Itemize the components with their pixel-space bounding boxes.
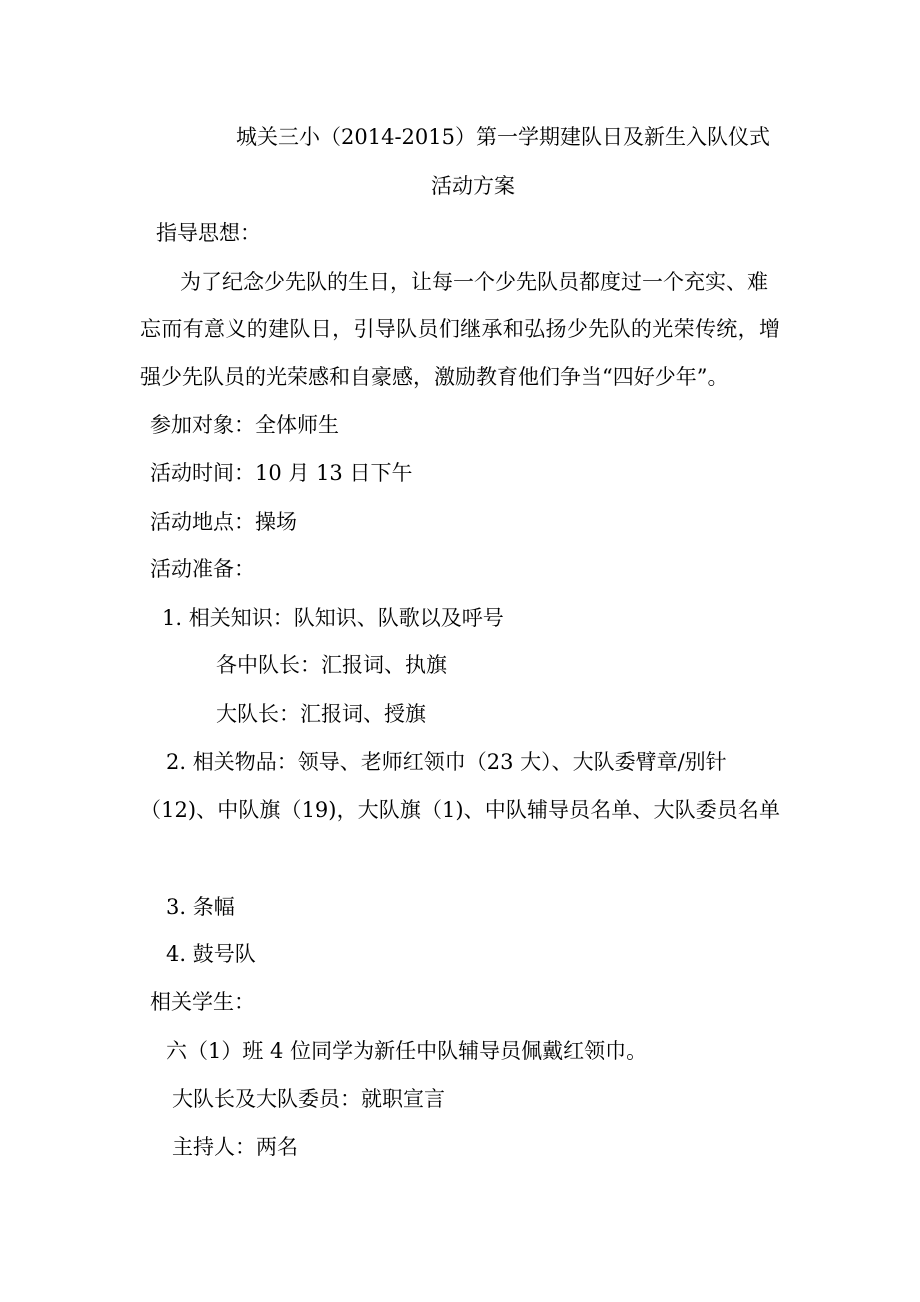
guiding-paragraph-line3: 强少先队员的光荣感和自豪感，激励教育他们争当“四好少年”。 xyxy=(140,365,729,389)
participants-line: 参加对象：全体师生 xyxy=(150,413,339,437)
preparation-item-4: 4. 鼓号队 xyxy=(166,942,256,966)
preparation-item-3: 3. 条幅 xyxy=(166,895,235,919)
preparation-item-1-sub2: 大队长：汇报词、授旗 xyxy=(216,702,426,726)
preparation-item-1-sub1: 各中队长：汇报词、执旗 xyxy=(216,653,447,677)
location-line: 活动地点：操场 xyxy=(150,510,297,534)
guiding-paragraph-line1: 为了纪念少先队的生日，让每一个少先队员都度过一个充实、难 xyxy=(180,270,768,294)
document-title-line1: 城关三小（2014-2015）第一学期建队日及新生入队仪式 xyxy=(236,125,770,149)
preparation-item-2-line1: 2. 相关物品：领导、老师红领巾（23 大）、大队委臂章/别针 xyxy=(166,750,727,774)
document-title-line2: 活动方案 xyxy=(431,174,515,198)
time-line: 活动时间：10 月 13 日下午 xyxy=(150,461,413,485)
preparation-item-1: 1. 相关知识：队知识、队歌以及呼号 xyxy=(162,606,504,630)
guiding-heading: 指导思想： xyxy=(156,221,261,245)
guiding-paragraph-line2: 忘而有意义的建队日，引导队员们继承和弘扬少先队的光荣传统，增 xyxy=(140,317,780,341)
students-line-3: 主持人：两名 xyxy=(172,1135,298,1159)
students-line-2: 大队长及大队委员：就职宣言 xyxy=(172,1087,445,1111)
preparation-heading: 活动准备： xyxy=(150,557,255,581)
students-line-1: 六（1）班 4 位同学为新任中队辅导员佩戴红领巾。 xyxy=(166,1039,648,1063)
students-heading: 相关学生： xyxy=(150,990,255,1014)
preparation-item-2-line2: （12)、中队旗（19)，大队旗（1)、中队辅导员名单、大队委员名单 xyxy=(140,798,780,822)
